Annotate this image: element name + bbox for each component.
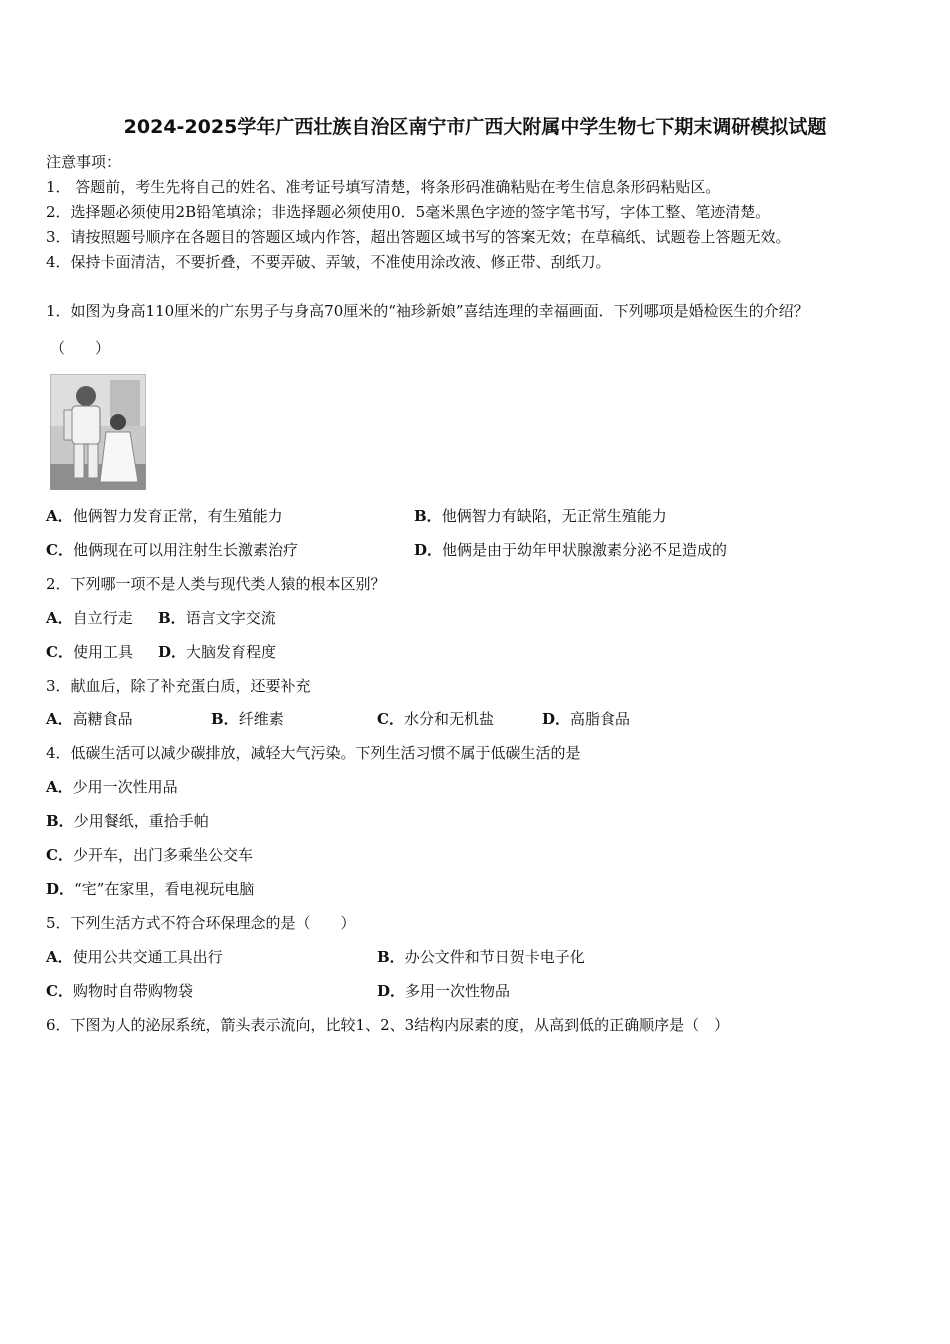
- question-2-stem: 2．下列哪一项不是人类与现代类人猿的根本区别？: [46, 575, 386, 593]
- question-1-stem: 1．如图为身高110厘米的广东男子与身高70厘米的“袖珍新娘”喜结连理的幸福画面．下列哪项是婚检医生的介绍？: [46, 302, 809, 320]
- option-d: D．高脂食品: [542, 710, 631, 728]
- option-c: C．少开车，出门多乘坐公交车: [46, 846, 253, 864]
- question-5-stem: 5．下列生活方式不符合环保理念的是（ ）: [46, 914, 356, 932]
- option-d: D．大脑发育程度: [158, 643, 277, 661]
- option-a: A．高糖食品: [46, 710, 133, 728]
- notice-heading: 注意事项：: [46, 153, 122, 171]
- notice-item: 4．保持卡面清洁，不要折叠，不要弄破、弄皱，不准使用涂改液、修正带、刮纸刀。: [46, 253, 611, 271]
- wedding-couple-photo: [50, 374, 146, 490]
- option-b: B．纤维素: [211, 710, 284, 728]
- notice-item: 1． 答题前，考生先将自己的姓名、准考证号填写清楚，将条形码准确粘贴在考生信息条形码粘贴区。: [46, 178, 721, 196]
- option-b: B．办公文件和节日贺卡电子化: [377, 948, 585, 966]
- option-b: B．少用餐纸，重拾手帕: [46, 812, 209, 830]
- option-a: A．使用公共交通工具出行: [46, 948, 223, 966]
- notice-item: 3．请按照题号顺序在各题目的答题区域内作答，超出答题区域书写的答案无效；在草稿纸、试题卷上答题无效。: [46, 228, 791, 246]
- option-a: A．他俩智力发育正常，有生殖能力: [46, 507, 283, 525]
- option-c: C．水分和无机盐: [377, 710, 494, 728]
- notice-item: 2．选择题必须使用2B铅笔填涂；非选择题必须使用0．5毫米黑色字迹的签字笔书写，字体工整、笔迹清楚。: [46, 203, 771, 221]
- option-d: D．多用一次性物品: [377, 982, 511, 1000]
- option-a: A．自立行走: [46, 609, 133, 627]
- option-b: B．语言文字交流: [158, 609, 276, 627]
- option-d: D．“宅”在家里，看电视玩电脑: [46, 880, 255, 898]
- option-b: B．他俩智力有缺陷，无正常生殖能力: [414, 507, 667, 525]
- exam-title: 2024-2025学年广西壮族自治区南宁市广西大附属中学生物七下期末调研模拟试题: [123, 116, 827, 138]
- option-a: A．少用一次性用品: [46, 778, 178, 796]
- option-c: C．使用工具: [46, 643, 133, 661]
- question-3-stem: 3．献血后，除了补充蛋白质，还要补充: [46, 677, 311, 695]
- option-d: D．他俩是由于幼年甲状腺激素分泌不足造成的: [414, 541, 728, 559]
- question-6-stem: 6．下图为人的泌尿系统，箭头表示流向，比较1、2、3结构内尿素的度，从高到低的正确顺序是（ ）: [46, 1016, 730, 1034]
- question-4-stem: 4．低碳生活可以减少碳排放，减轻大气污染。下列生活习惯不属于低碳生活的是: [46, 744, 581, 762]
- option-c: C．购物时自带购物袋: [46, 982, 193, 1000]
- question-1-blank: （ ）: [50, 339, 111, 357]
- option-c: C．他俩现在可以用注射生长激素治疗: [46, 541, 298, 559]
